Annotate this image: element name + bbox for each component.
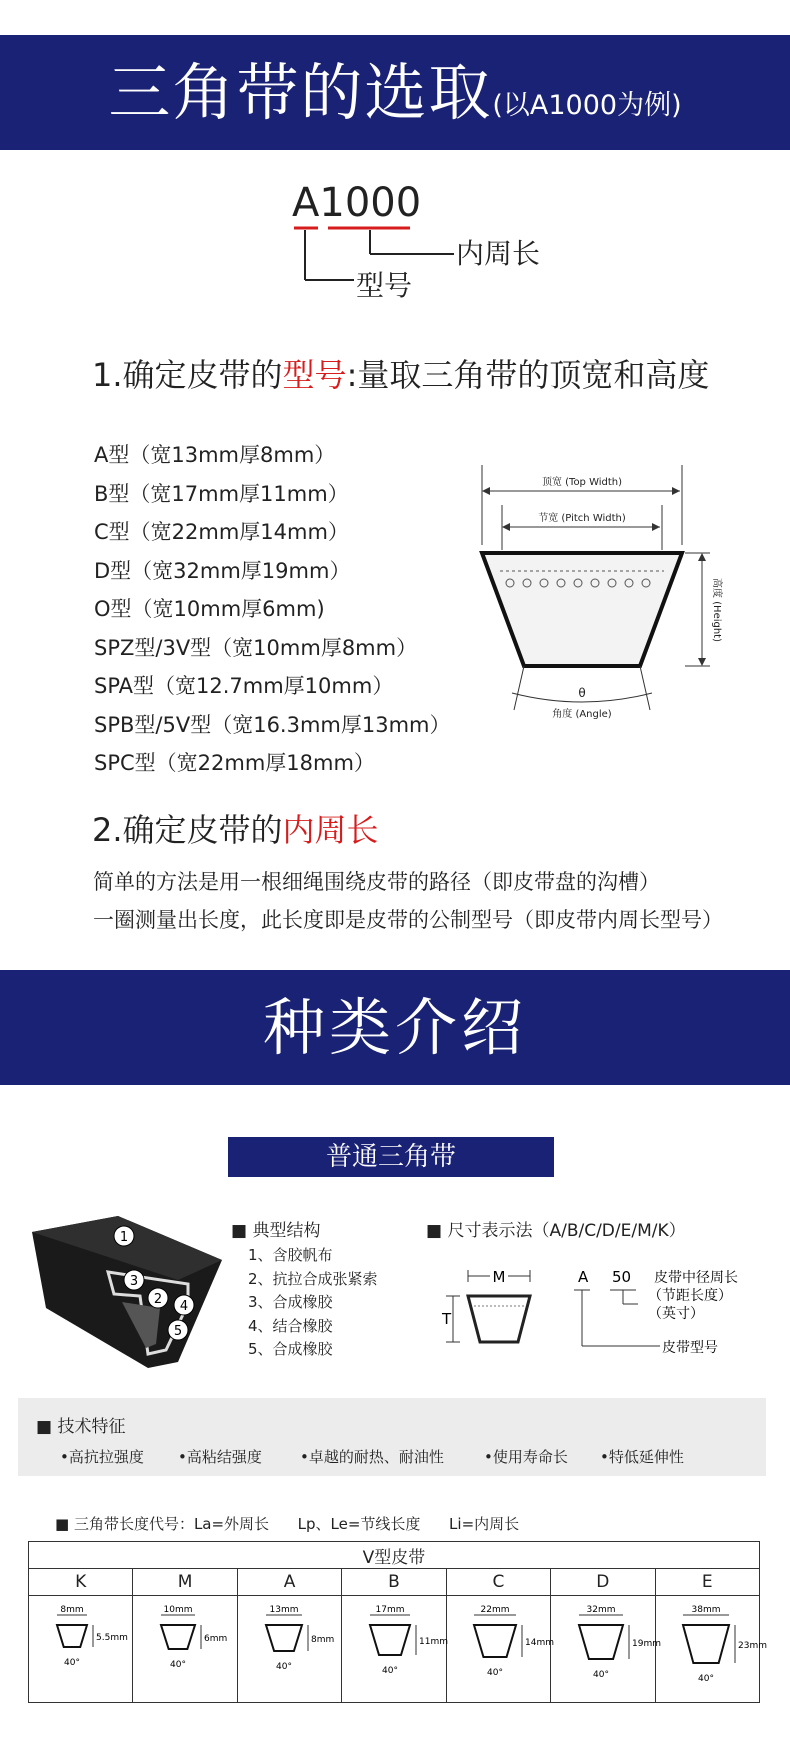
spec-item: SPA型（宽12.7mm厚10mm） [94,674,394,698]
height-label: 8mm [310,1634,334,1645]
spec-item: A型（宽13mm厚8mm） [94,443,336,467]
belt-section-icon [657,1597,768,1697]
angle-label: 40° [592,1669,609,1680]
column-header: M [133,1569,237,1596]
belt-structure-illustration [28,1212,228,1372]
callout-1: 1 [119,1230,129,1245]
spec-item: C型（宽22mm厚14mm） [94,520,349,544]
belt-section-icon [448,1597,555,1697]
section-banner [0,970,790,1085]
belt-section-shape [579,1625,623,1659]
page-subtitle: (以A1000为例) [492,90,682,121]
spec-item: B型（宽17mm厚11mm） [94,481,349,506]
callout-3: 3 [129,1274,139,1289]
width-label: 38mm [691,1604,721,1615]
spec-list [94,436,451,783]
angle-label: 40° [698,1673,715,1684]
feature-item: •卓越的耐热、耐油性 [300,1448,444,1466]
ordinary-belt-title: 普通三角带 [228,1137,554,1177]
pitch-width-label: 节宽 (Pitch Width) [538,513,626,524]
label-model: 型号 [356,269,413,302]
callout-5: 5 [173,1324,183,1339]
belt-section-icon [553,1597,661,1697]
height-label: 14mm [525,1637,555,1648]
callout-4: 4 [179,1299,189,1314]
column-header: K [29,1569,133,1596]
spec-item: SPB型/5V型（宽16.3mm厚13mm） [94,712,451,737]
belt-section-shape [57,1625,87,1647]
a-label: A [578,1268,589,1286]
width-label: 10mm [163,1604,193,1615]
belt-section-cell [237,1596,341,1703]
column-header: E [655,1569,759,1596]
column-header: B [342,1569,446,1596]
belt-section-shape [683,1625,729,1663]
belt-section-icon [31,1597,131,1697]
belt-section-cell [29,1596,133,1703]
height-label: 11mm [418,1636,448,1647]
code-letter: A [292,180,320,226]
structure-item: 3、合成橡胶 [248,1293,333,1311]
label-inner-circumference: 内周长 [456,237,541,270]
width-label: 22mm [480,1604,510,1615]
structure-item: 2、抗拉合成张紧索 [248,1269,378,1288]
width-label: 8mm [60,1604,84,1615]
angle-label: 40° [170,1659,187,1670]
spec-item: SPC型（宽22mm厚18mm） [94,751,375,775]
feature-item: •特低延伸性 [600,1448,684,1466]
belt-section-cell [133,1596,237,1703]
belt-section-icon [344,1597,448,1697]
code-number: 1000 [319,180,422,226]
belt-section-shape [370,1625,410,1655]
method-line-2: 一圈测量出长度，此长度即是皮带的公制型号（即皮带内周长型号） [93,908,723,932]
structure-item: 1、含胶帆布 [248,1246,333,1264]
m-label: M [492,1268,506,1286]
structure-item: 5、合成橡胶 [248,1340,333,1358]
pitch-length-label: （节距长度） [648,1288,732,1304]
height-label: 19mm [631,1638,661,1649]
v-belt-table [28,1541,768,1703]
angle-symbol: θ [578,686,586,700]
feature-item: •使用寿命长 [484,1448,568,1466]
structure-list [248,1244,378,1362]
fifty-label: 50 [612,1268,632,1286]
size-notation-diagram [440,1262,780,1362]
callout-2: 2 [153,1292,163,1307]
width-label: 13mm [269,1604,299,1615]
size-notation-title: ■ 尺寸表示法（A/B/C/D/E/M/K） [426,1221,686,1241]
column-header: C [446,1569,550,1596]
belt-section-shape [474,1625,516,1657]
height-label: 23mm [738,1640,768,1651]
structure-title: ■ 典型结构 [231,1221,321,1241]
column-header: D [551,1569,655,1596]
width-label: 17mm [375,1604,405,1615]
section-title: 种类介绍 [262,991,527,1064]
angle-label: 40° [381,1665,398,1676]
angle-label: 40° [275,1661,292,1672]
step1-heading: 1.确定皮带的型号:量取三角带的顶宽和高度 [92,356,710,394]
belt-section-shape [266,1625,302,1651]
belt-section-shape [161,1625,195,1649]
feature-item: •高粘结强度 [178,1448,262,1466]
belt-section-icon [135,1597,235,1697]
belt-section-cell [446,1596,555,1703]
table-title: V型皮带 [29,1542,760,1569]
page-title: 三角带的选取 [108,56,493,129]
height-label: 5.5mm [95,1632,128,1643]
angle-label: 40° [487,1667,504,1678]
height-label: 高度 (Height) [711,577,722,643]
features-title: ■ 技术特征 [36,1417,126,1437]
step2-heading: 2.确定皮带的内周长 [92,811,379,849]
spec-item: SPZ型/3V型（宽10mm厚8mm） [94,635,418,660]
width-label: 32mm [586,1604,616,1615]
method-line-1: 简单的方法是用一根细绳围绕皮带的路径（即皮带盘的沟槽） [93,870,660,894]
belt-cross-section-diagram [470,465,720,725]
belt-section-cell [551,1596,661,1703]
belt-type-label: 皮带型号 [662,1340,718,1356]
belt-section-cell [342,1596,446,1703]
spec-item: D型（宽32mm厚19mm） [94,558,351,583]
top-width-label: 顶宽 (Top Width) [541,477,623,488]
feature-item: •高抗拉强度 [60,1448,144,1466]
pitch-circumference-label: 皮带中径周长 [654,1270,738,1286]
height-label: 6mm [204,1633,228,1644]
length-codes-line: ■ 三角带长度代号：La=外周长 Lp、Le=节线长度 Li=内周长 [55,1515,520,1533]
belt-section-icon [240,1597,340,1697]
angle-label: 40° [63,1657,80,1668]
spec-item: O型（宽10mm厚6mm) [94,597,325,621]
structure-item: 4、结合橡胶 [248,1316,333,1335]
column-header: A [237,1569,341,1596]
belt-section-cell [655,1596,768,1703]
angle-label: 角度 (Angle) [552,709,612,720]
t-label: T [442,1310,452,1328]
inch-label: （英寸） [648,1306,704,1322]
